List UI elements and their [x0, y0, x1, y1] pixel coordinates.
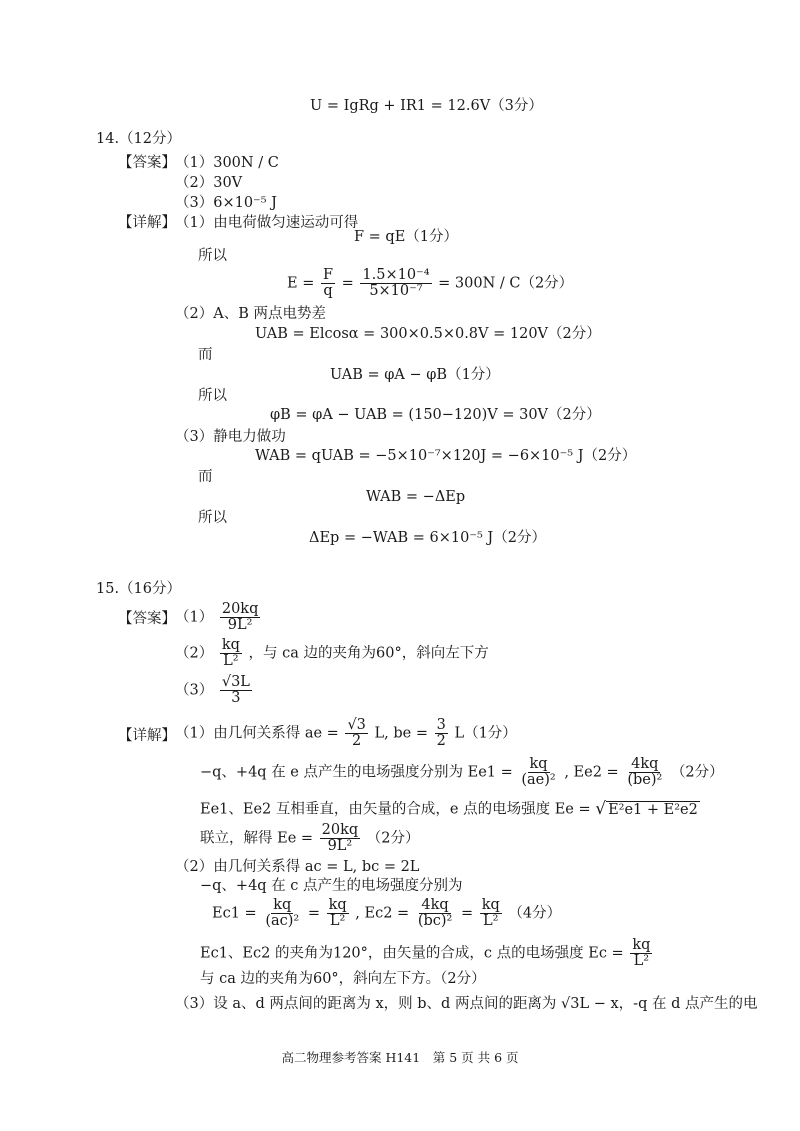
formula-line: UAB = φA − φB（1分）: [330, 367, 500, 383]
denominator: L²: [633, 953, 650, 969]
formula-line: WAB = qUAB = −5×10⁻⁷×120J = −6×10⁻⁵ J（2分）: [255, 448, 637, 464]
answer-label: 【答案】: [118, 611, 176, 627]
formula-line: ΔEp = −WAB = 6×10⁻⁵ J（2分）: [309, 530, 546, 546]
formula-line: WAB = −ΔEp: [366, 489, 466, 505]
numerator: √3L: [221, 674, 250, 690]
text-line: 所以: [198, 248, 227, 264]
fraction: [345, 718, 367, 749]
numerator: 3: [436, 717, 446, 733]
formula-line: U = IgRg + IR1 = 12.6V（3分）: [310, 98, 543, 114]
detail-line: [200, 823, 420, 854]
detail-text: （2分）: [670, 764, 724, 781]
denominator: q: [323, 283, 333, 299]
denominator: L²: [483, 913, 499, 929]
detail-line: 与 ca 边的夹角为60°，斜向左下方。（2分）: [200, 971, 486, 987]
detail-step-2: （2）由几何关系得 ac = L, bc = 2L: [175, 859, 420, 875]
detail-text: （4分）: [508, 905, 562, 922]
formula-text: = 300N / C（2分）: [438, 275, 574, 292]
detail-text: （2分）: [366, 830, 420, 847]
fraction: [220, 602, 261, 633]
denominator: (be)²: [627, 772, 663, 788]
denominator: L²: [329, 913, 346, 929]
item-number: （1）: [175, 609, 214, 626]
question-14-heading: 14.（12分）: [96, 131, 182, 147]
detail-text: −q、+4q 在 e 点产生的电场强度分别为 Ee1 =: [200, 764, 513, 781]
fraction: [630, 938, 652, 969]
numerator: 20kq: [321, 822, 359, 838]
fraction: [321, 268, 335, 299]
formula-line: UAB = Elcosα = 300×0.5×0.8V = 120V（2分）: [255, 326, 601, 342]
fraction: [263, 898, 301, 929]
denominator: 5×10⁻⁷: [369, 283, 423, 299]
detail-line: Ec1 = $\frac{kq}{\text{(ac)²}}$ = $\frac{kq}{\text{L²}}$ , Ec2 = $\frac{4kq}{\text{(bc)²}}$ = $\frac{kq}{\text{L²}}$ （4分）: [212, 897, 562, 929]
answer-item-2: [175, 638, 489, 669]
detail-text: , Ec2 =: [355, 905, 410, 922]
detail-line: [200, 938, 654, 969]
denominator: 3: [231, 690, 241, 706]
fraction: [220, 675, 252, 706]
formula-fraction-line: E = $\frac{F}{q}$ = $\frac{\text{1.5×10⁻⁴}}{\text{5×10⁻⁷}}$ = 300N / C（2分）: [287, 267, 574, 299]
text-line: 所以: [198, 510, 227, 526]
formula-line: F = qE（1分）: [354, 229, 459, 245]
numerator: √3: [347, 717, 366, 733]
fraction: [435, 718, 448, 749]
detail-text: Ec1 =: [212, 905, 257, 922]
item-number: （2）: [175, 645, 214, 662]
fraction: [480, 898, 502, 929]
numerator: kq: [632, 937, 651, 953]
detail-label: 【详解】: [118, 728, 176, 744]
fraction: [320, 823, 361, 854]
detail-text: （1）由几何关系得 ae =: [175, 725, 339, 742]
answer-item-1: （1）300N / C: [175, 155, 279, 171]
detail-step-1: [175, 718, 517, 749]
denominator: (ae)²: [521, 772, 556, 788]
denominator: 9L²: [227, 617, 253, 633]
question-15-heading: 15.（16分）: [96, 581, 182, 597]
answer-label: 【答案】: [118, 155, 176, 171]
numerator: 4kq: [631, 756, 659, 772]
numerator: kq: [481, 897, 500, 913]
item-number: （3）: [175, 682, 214, 699]
denominator: (bc)²: [417, 913, 453, 929]
numerator: 1.5×10⁻⁴: [362, 267, 430, 283]
answer-item-1: [175, 602, 262, 633]
detail-line: [200, 800, 700, 819]
detail-step-2: （2）A、B 两点电势差: [175, 306, 326, 322]
detail-step-3: （3）静电力做功: [175, 429, 286, 445]
radicand: E²e1 + E²e2: [608, 802, 698, 818]
page-footer: 高二物理参考答案 H141 第 5 页 共 6 页: [281, 1050, 519, 1065]
answer-text: ，与 ca 边的夹角为60°，斜向左下方: [248, 645, 489, 662]
detail-step-3: （3）设 a、d 两点间的距离为 x，则 b、d 两点间的距离为 √3L − x，-q 在 d 点产生的电: [175, 996, 758, 1012]
detail-text: Ec1、Ec2 的夹角为120°，由矢量的合成，c 点的电场强度 Ec =: [200, 945, 624, 962]
formula-text: E =: [287, 275, 315, 292]
answer-item-3: （3）6×10⁻⁵ J: [175, 195, 277, 211]
numerator: 20kq: [221, 601, 259, 617]
detail-line: [200, 757, 724, 788]
detail-step-1: （1）由电荷做匀速运动可得: [175, 215, 359, 231]
numerator: kq: [221, 637, 240, 653]
detail-text: L（1分）: [454, 725, 517, 742]
text-line: 而: [198, 469, 213, 485]
answer-item-3: [175, 675, 254, 706]
numerator: 4kq: [421, 897, 449, 913]
denominator: L²: [223, 653, 239, 669]
detail-text: , Ee2 =: [564, 764, 619, 781]
formula-line: φB = φA − UAB = (150−120)V = 30V（2分）: [270, 407, 601, 423]
numerator: kq: [273, 897, 292, 913]
detail-text: L, be =: [374, 725, 428, 742]
detail-text: Ee1、Ee2 互相垂直，由矢量的合成，e 点的电场强度 Ee =: [200, 801, 591, 818]
detail-label: 【详解】: [118, 215, 176, 231]
fraction: [220, 638, 242, 669]
denominator: 2: [352, 733, 362, 749]
fraction: [519, 757, 557, 788]
text-line: 而: [198, 347, 213, 363]
fraction: [625, 757, 664, 788]
denominator: 2: [436, 733, 446, 749]
numerator: kq: [328, 897, 347, 913]
answer-item-2: （2）30V: [175, 175, 243, 191]
square-root: √ E²e1 + E²e2: [595, 799, 698, 819]
detail-text: 联立，解得 Ee =: [200, 830, 314, 847]
fraction: [327, 898, 349, 929]
numerator: F: [322, 267, 334, 283]
denominator: 9L²: [327, 838, 353, 854]
detail-line: −q、+4q 在 c 点产生的电场强度分别为: [200, 878, 463, 894]
numerator: kq: [529, 756, 548, 772]
fraction: [360, 268, 431, 299]
text-line: 所以: [198, 388, 227, 404]
denominator: (ac)²: [265, 913, 300, 929]
fraction: [416, 898, 455, 929]
